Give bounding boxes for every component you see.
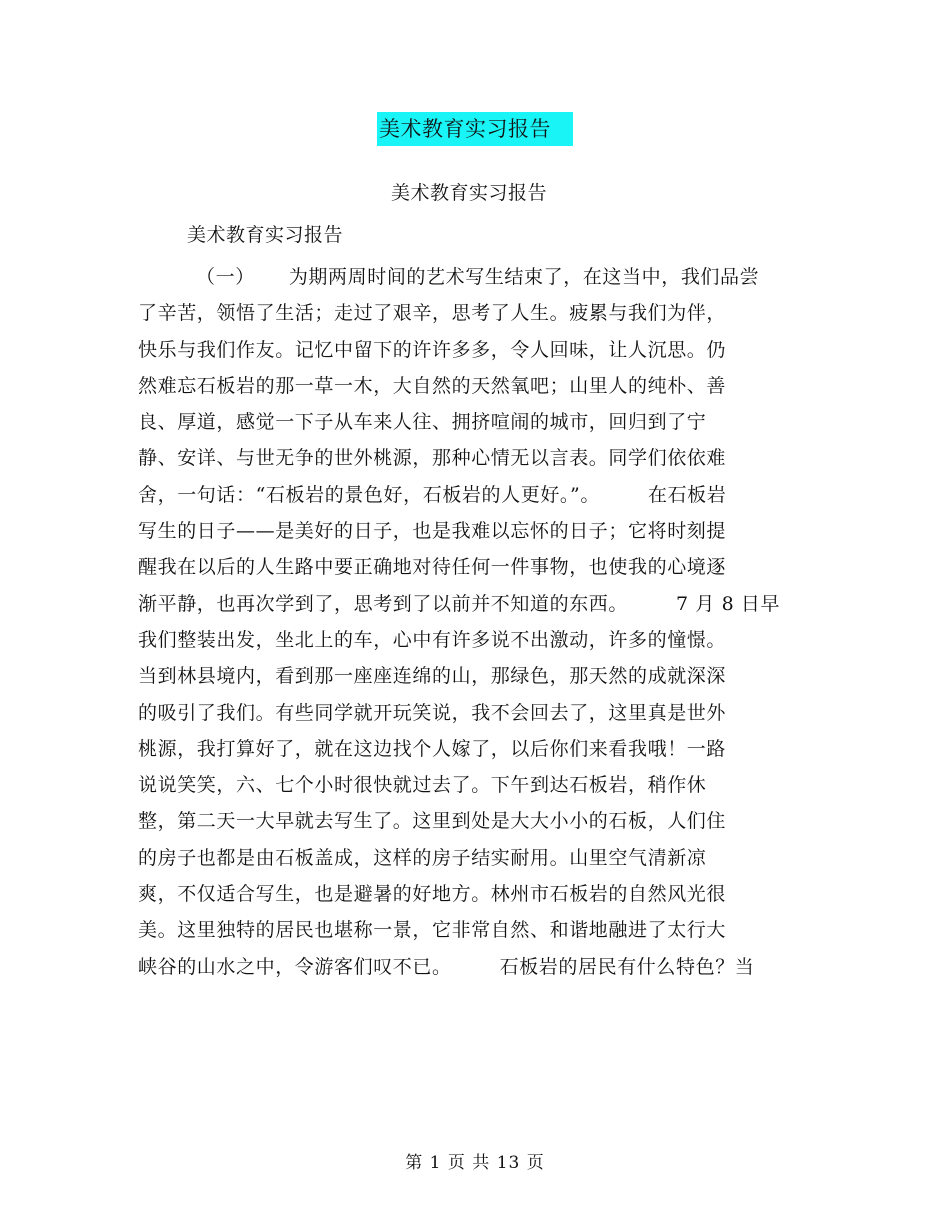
body-line: 舍，一句话：“石板岩的景色好，石板岩的人更好。”。 在石板岩 xyxy=(138,483,727,506)
body-line: 的吸引了我们。有些同学就开玩笑说，我不会回去了，这里真是世外 xyxy=(138,701,727,724)
body-line: 渐平静，也再次学到了，思考到了以前并不知道的东西。 7 月 8 日早 xyxy=(138,592,781,615)
body-line: 当到林县境内，看到那一座座连绵的山，那绿色，那天然的成就深深 xyxy=(138,665,727,688)
body-line: 静、安详、与世无争的世外桃源，那种心情无以言表。同学们依依难 xyxy=(138,447,727,470)
body-text xyxy=(138,262,838,988)
body-line: 醒我在以后的人生路中要正确地对待任何一件事物，也使我的心境逐 xyxy=(138,556,727,579)
title-container xyxy=(0,112,950,146)
body-line: 说说笑笑，六、七个小时很快就过去了。下午到达石板岩，稍作休 xyxy=(138,774,707,797)
body-line: 良、厚道，感觉一下子从车来人往、拥挤喧闹的城市，回归到了宁 xyxy=(138,411,707,434)
body-line: 然难忘石板岩的那一草一木，大自然的天然氧吧；山里人的纯朴、善 xyxy=(138,374,727,397)
body-line: 美。这里独特的居民也堪称一景，它非常自然、和谐地融进了太行大 xyxy=(138,919,727,942)
body-line: 峡谷的山水之中，令游客们叹不已。 石板岩的居民有什么特色？当 xyxy=(138,955,755,978)
body-line: 快乐与我们作友。记忆中留下的许许多多，令人回味，让人沉思。仍 xyxy=(138,338,727,361)
body-line: 桃源，我打算好了，就在这边找个人嫁了，以后你们来看我哦！一路 xyxy=(138,737,727,760)
body-line: 了辛苦，领悟了生活；走过了艰辛，思考了人生。疲累与我们为伴， xyxy=(138,302,727,325)
document-title: 美术教育实习报告 xyxy=(377,112,573,146)
body-line: 的房子也都是由石板盖成，这样的房子结实耐用。山里空气清新凉 xyxy=(138,846,707,869)
document-subtitle: 美术教育实习报告 xyxy=(390,182,547,204)
body-line: 整，第二天一大早就去写生了。这里到处是大大小小的石板，人们住 xyxy=(138,810,727,833)
body-line: （一） 为期两周时间的艺术写生结束了，在这当中，我们品尝 xyxy=(196,266,760,288)
body-line: 爽，不仅适合写生，也是避暑的好地方。林州市石板岩的自然风光很 xyxy=(138,883,727,906)
body-line: 我们整装出发，坐北上的车，心中有许多说不出激动，许多的憧憬。 xyxy=(138,628,727,651)
page-footer: 第 1 页 共 13 页 xyxy=(405,1153,545,1173)
section-heading: 美术教育实习报告 xyxy=(187,224,344,246)
body-line: 写生的日子——是美好的日子，也是我难以忘怀的日子；它将时刻提 xyxy=(138,520,727,543)
